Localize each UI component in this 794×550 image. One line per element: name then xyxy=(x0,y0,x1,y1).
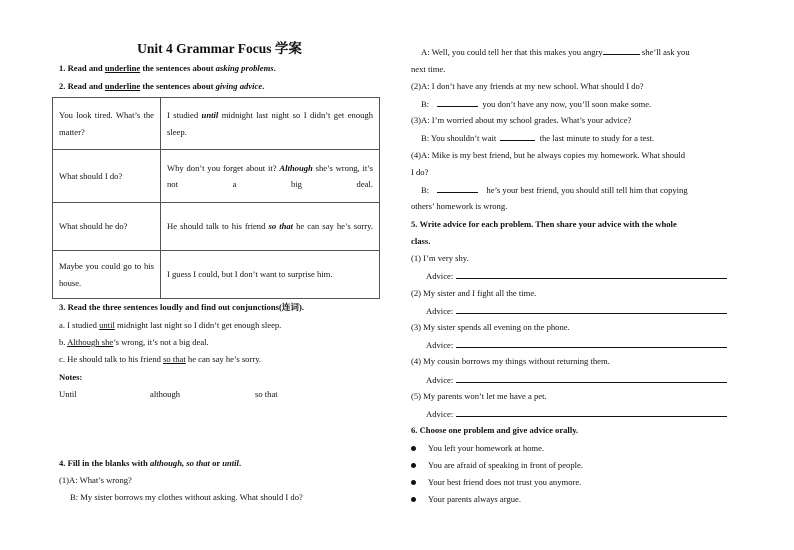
table-cell-answer: He should talk to his friend so that he can say he’s sorry. xyxy=(161,203,380,251)
list-item: You left your homework at home. xyxy=(411,443,544,454)
grammar-table xyxy=(52,97,380,299)
advice-row: Advice: xyxy=(426,339,727,351)
dialog-3-a: (3)A: I’m worried about my school grades. What’s your advice? xyxy=(411,115,632,125)
sentence-b: b. Although she’s wrong, it’s not a big deal. xyxy=(59,337,209,347)
dialog-4-d: others’ homework is wrong. xyxy=(411,201,508,211)
table-row xyxy=(53,251,380,299)
section-4-heading: 4. Fill in the blanks with although, so that or until. xyxy=(59,458,242,468)
advice-input[interactable] xyxy=(456,339,727,348)
bullet-icon xyxy=(411,463,416,468)
table-cell-question: What should I do? xyxy=(53,150,161,203)
table-row xyxy=(53,150,380,203)
table-cell-question: What should he do? xyxy=(53,203,161,251)
bullet-icon xyxy=(411,497,416,502)
list-item: You are afraid of speaking in front of people. xyxy=(411,460,583,471)
advice-row: Advice: xyxy=(426,374,727,386)
bullet-icon xyxy=(411,446,416,451)
table-cell-question: You look tired. What’s the matter? xyxy=(53,98,161,150)
dialog-2-a: (2)A: I don’t have any friends at my new school. What should I do? xyxy=(411,81,644,91)
table-cell-question: Maybe you could go to his house. xyxy=(53,251,161,299)
section-5-heading-cont: class. xyxy=(411,236,431,246)
page-title: Unit 4 Grammar Focus 学案 xyxy=(137,41,302,56)
sentence-c: c. He should talk to his friend so that he can say he’s sorry. xyxy=(59,354,262,364)
note-until: Until xyxy=(59,389,77,399)
dialog-3-b: B: You shouldn’t wait the last minute to study for a test. xyxy=(421,133,655,143)
advice-row: Advice: xyxy=(426,270,727,282)
table-cell-answer: Why don’t you forget about it? Although she’s wrong, it’s not a big deal. xyxy=(161,150,380,203)
dialog-4-c: B: he’s your best friend, you should still tell him that copying xyxy=(421,185,688,195)
sentence-a: a. I studied until midnight last night so I didn’t get enough sleep. xyxy=(59,320,282,330)
advice-row: Advice: xyxy=(426,305,727,317)
section-2-heading: 2. Read and underline the sentences about giving advice. xyxy=(59,81,265,91)
bullet-icon xyxy=(411,480,416,485)
table-cell-answer: I studied until midnight last night so I didn’t get enough sleep. xyxy=(161,98,380,150)
advice-row: Advice: xyxy=(426,408,727,420)
list-item: Your best friend does not trust you anymore. xyxy=(411,477,581,488)
table-row xyxy=(53,203,380,251)
dialog-1-c: A: Well, you could tell her that this makes you angry she’ll ask you xyxy=(421,47,690,57)
fill-blank[interactable] xyxy=(603,46,640,55)
dialog-4-b: I do? xyxy=(411,167,429,177)
fill-blank[interactable] xyxy=(500,132,535,141)
section-1-heading: 1. Read and underline the sentences about asking problems. xyxy=(59,63,276,73)
fill-blank[interactable] xyxy=(437,184,478,193)
advice-input[interactable] xyxy=(456,270,727,279)
problem-item: (4) My cousin borrows my things without returning them. xyxy=(411,356,610,366)
dialog-1-a: (1)A: What’s wrong? xyxy=(59,475,132,485)
section-3-heading: 3. Read the three sentences loudly and find out conjunctions(连词). xyxy=(59,302,305,312)
problem-item: (2) My sister and I fight all the time. xyxy=(411,288,537,298)
advice-input[interactable] xyxy=(456,408,727,417)
section-5-heading: 5. Write advice for each problem. Then share your advice with the whole xyxy=(411,219,677,229)
list-item: Your parents always argue. xyxy=(411,494,521,505)
problem-item: (5) My parents won’t let me have a pet. xyxy=(411,391,547,401)
table-row xyxy=(53,98,380,150)
dialog-2-b: B: you don’t have any now, you’ll soon make some. xyxy=(421,99,652,109)
dialog-1-b: B: My sister borrows my clothes without asking. What should I do? xyxy=(70,492,303,502)
advice-input[interactable] xyxy=(456,374,727,383)
notes-label: Notes: xyxy=(59,372,83,382)
dialog-1-d: next time. xyxy=(411,64,446,74)
note-although: although xyxy=(150,389,181,399)
advice-input[interactable] xyxy=(456,305,727,314)
problem-item: (1) I’m very shy. xyxy=(411,253,469,263)
problem-item: (3) My sister spends all evening on the phone. xyxy=(411,322,570,332)
table-cell-answer: I guess I could, but I don’t want to surprise him. xyxy=(161,251,380,299)
fill-blank[interactable] xyxy=(437,98,478,107)
note-so-that: so that xyxy=(255,389,278,399)
section-6-heading: 6. Choose one problem and give advice orally. xyxy=(411,425,579,435)
dialog-4-a: (4)A: Mike is my best friend, but he always copies my homework. What should xyxy=(411,150,686,160)
